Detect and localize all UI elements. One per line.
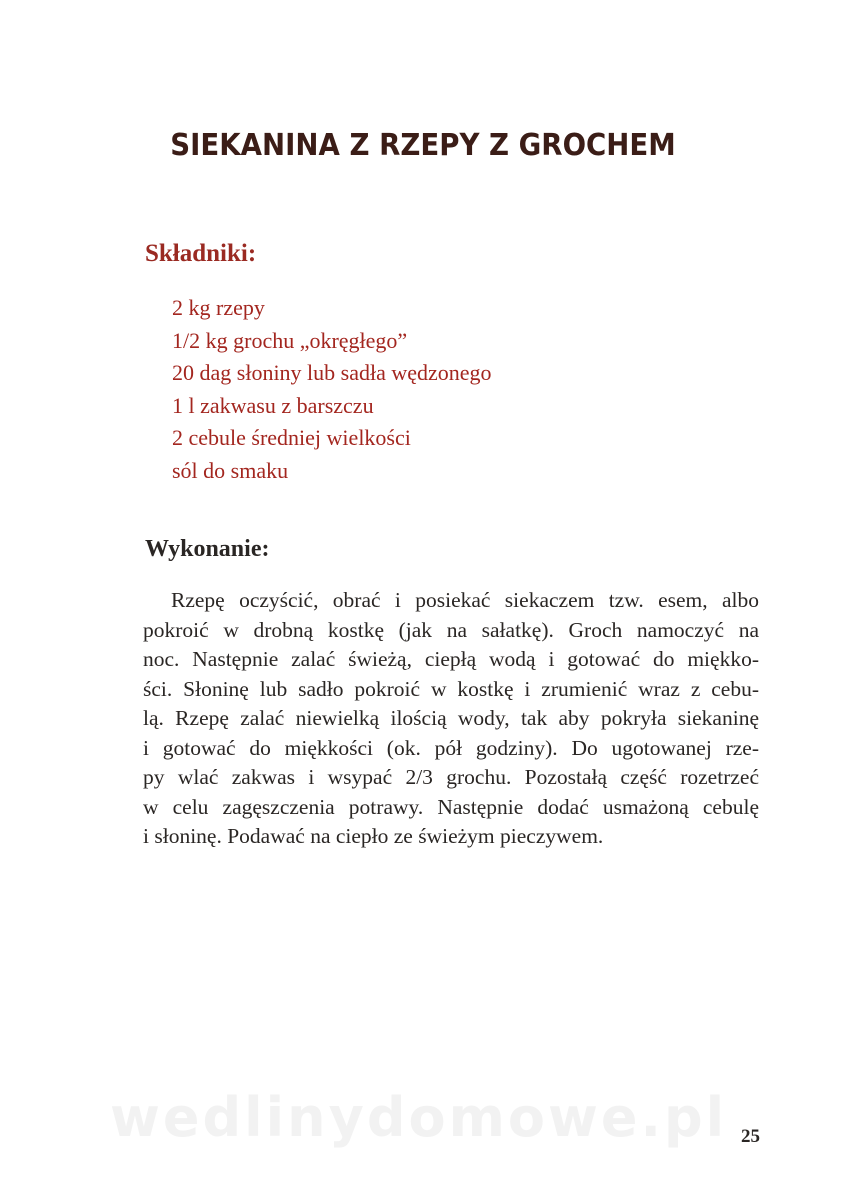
method-line: w celu zagęszczenia potrawy. Następnie dodać usmażoną cebulę (143, 794, 759, 819)
method-line: lą. Rzepę zalać niewielką ilością wody, tak aby pokryła siekaninę (143, 706, 759, 730)
ingredient-item: 1/2 kg grochu „okręgłego” (172, 327, 408, 353)
ingredients-heading: Składniki: (145, 240, 257, 267)
method-line: Rzepę oczyścić, obrać i posiekać siekaczem tzw. esem, albo (171, 588, 759, 612)
page-title: SIEKANINA Z RZEPY Z GROCHEM (170, 128, 676, 163)
method-heading: Wykonanie: (145, 536, 270, 562)
method-line: i słoninę. Podawać na ciepło ze świeżym pieczywem. (143, 824, 604, 848)
ingredients-list (172, 292, 492, 488)
method-line: ści. Słoninę lub sadło pokroić w kostkę i zrumienić wraz z cebu- (143, 676, 759, 701)
page-number: 25 (741, 1126, 760, 1147)
method-paragraph (143, 586, 759, 852)
method-line: i gotować do miękkości (ok. pół godziny). Do ugotowanej rze- (143, 735, 759, 760)
watermark: wedlinydomowe.pl (110, 1086, 728, 1149)
ingredient-item: 1 l zakwasu z barszczu (172, 392, 374, 418)
ingredient-item: 2 kg rzepy (172, 295, 265, 320)
ingredient-item: 2 cebule średniej wielkości (172, 425, 411, 451)
method-line: noc. Następnie zalać świeżą, ciepłą wodą i gotować do miękko- (143, 647, 759, 671)
ingredient-item: sól do smaku (172, 457, 289, 483)
method-line: py wlać zakwas i wsypać 2/3 grochu. Pozostałą część rozetrzeć (143, 765, 759, 789)
ingredient-item: 20 dag słoniny lub sadła wędzonego (172, 360, 492, 386)
method-line: pokroić w drobną kostkę (jak na sałatkę). Groch namoczyć na (143, 617, 759, 642)
